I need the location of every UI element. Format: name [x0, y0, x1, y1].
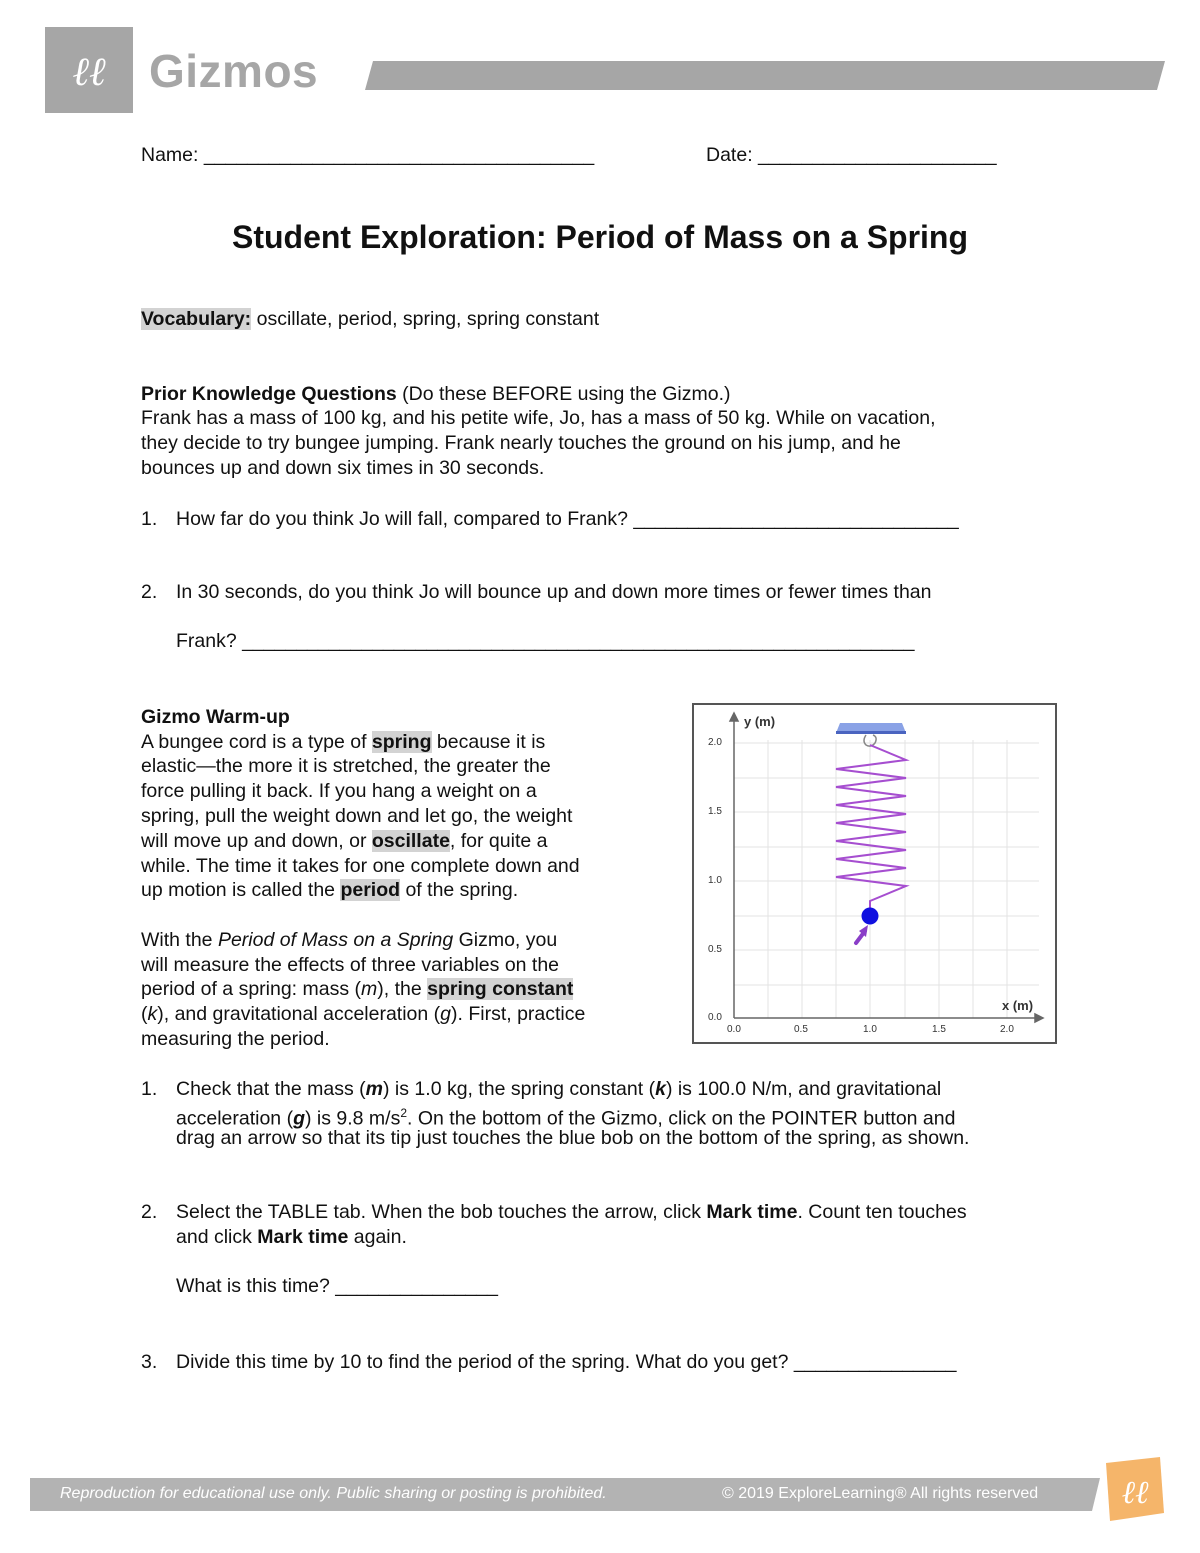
- warmup-line: will measure the effects of three variables on the: [141, 954, 560, 976]
- x-tick-label: 1.0: [863, 1024, 877, 1035]
- term-oscillate: oscillate: [371, 830, 450, 852]
- prior-knowledge-title: Prior Knowledge Questions: [141, 383, 397, 405]
- x-tick-label: 1.5: [932, 1024, 946, 1035]
- vocabulary-terms: oscillate, period, spring, spring constant: [251, 308, 600, 330]
- warmup-line: while. The time it takes for one complete down and: [141, 855, 580, 877]
- warmup-line: A bungee cord is a type of spring because it is: [141, 731, 546, 753]
- step-2-answer[interactable]: What is this time? _______________: [176, 1275, 498, 1297]
- question-1[interactable]: How far do you think Jo will fall, compared to Frank? ______________________________: [176, 508, 959, 530]
- prior-knowledge-line: they decide to try bungee jumping. Frank nearly touches the ground on his jump, and he: [141, 432, 901, 454]
- svg-text:ℓℓ: ℓℓ: [1121, 1473, 1149, 1511]
- mark-time-label: Mark time: [257, 1226, 349, 1248]
- warmup-heading: Gizmo Warm-up: [141, 706, 290, 728]
- prior-knowledge-line: bounces up and down six times in 30 seconds.: [141, 457, 545, 479]
- warmup-line: (k), and gravitational acceleration (g). First, practice: [141, 1003, 586, 1025]
- name-field[interactable]: Name: ____________________________________: [141, 144, 595, 166]
- term-period: period: [340, 879, 401, 901]
- mark-time-label: Mark time: [706, 1201, 798, 1223]
- warmup-line: up motion is called the period of the spring.: [141, 879, 519, 901]
- pointer-arrow-icon[interactable]: [856, 925, 868, 943]
- question-2: In 30 seconds, do you think Jo will bounce up and down more times or fewer times than: [176, 581, 932, 603]
- y-tick-label: 2.0: [708, 737, 722, 748]
- explorelearning-logo: [45, 27, 133, 113]
- y-tick-label: 1.5: [708, 806, 722, 817]
- step-number: 1.: [141, 1078, 158, 1100]
- page-title: Student Exploration: Period of Mass on a Spring: [231, 219, 969, 255]
- step-number: 2.: [141, 1201, 158, 1223]
- y-axis-label: y (m): [744, 714, 776, 729]
- step-2-line: Select the TABLE tab. When the bob touches the arrow, click Mark time. Count ten touches: [176, 1201, 967, 1223]
- warmup-line: force pulling it back. If you hang a weight on a: [141, 780, 537, 802]
- warmup-line: elastic—the more it is stretched, the greater the: [141, 755, 551, 777]
- header-bar: [365, 61, 1165, 90]
- svg-text:ℓℓ: ℓℓ: [72, 49, 106, 95]
- warmup-line: measuring the period.: [141, 1028, 330, 1050]
- warmup-line: spring, pull the weight down and let go, the weight: [141, 805, 573, 827]
- vocabulary-line: [141, 307, 599, 332]
- spring-simulation-figure: [692, 703, 1057, 1044]
- footer-copyright: © 2019 ExploreLearning® All rights reserved: [722, 1485, 1039, 1502]
- gizmos-brand: Gizmos: [149, 45, 319, 97]
- spring-graph: [694, 705, 1055, 1042]
- prior-knowledge-line: Frank has a mass of 100 kg, and his petite wife, Jo, has a mass of 50 kg. While on vacation,: [141, 407, 936, 429]
- question-number: 2.: [141, 581, 158, 603]
- step-1-line: Check that the mass (m) is 1.0 kg, the spring constant (k) is 100.0 N/m, and gravitational: [176, 1078, 942, 1100]
- y-tick-label: 0.5: [708, 944, 722, 955]
- spring-bob[interactable]: [862, 908, 879, 925]
- step-1-line: drag an arrow so that its tip just touches the blue bob on the bottom of the spring, as shown.: [176, 1127, 970, 1149]
- question-number: 1.: [141, 508, 158, 530]
- date-field[interactable]: Date: ______________________: [706, 144, 997, 166]
- warmup-line: With the Period of Mass on a Spring Gizmo, you: [141, 929, 558, 951]
- question-2-answer[interactable]: Frank? ______________________________________________________________: [176, 630, 915, 652]
- step-2-line: and click Mark time again.: [176, 1226, 407, 1248]
- prior-knowledge-heading: [141, 382, 731, 407]
- prior-knowledge-note: (Do these BEFORE using the Gizmo.): [396, 383, 731, 405]
- x-tick-label: 0.5: [794, 1024, 808, 1035]
- explorelearning-footer-logo-icon: [1098, 1455, 1168, 1525]
- footer-notice: Reproduction for educational use only. Public sharing or posting is prohibited.: [60, 1485, 607, 1502]
- spring-coil: [836, 745, 906, 912]
- x-tick-label: 2.0: [1000, 1024, 1014, 1035]
- y-tick-label: 0.0: [708, 1012, 722, 1023]
- y-tick-label: 1.0: [708, 875, 722, 886]
- x-axis-label: x (m): [1002, 998, 1034, 1013]
- vocabulary-label: Vocabulary:: [141, 308, 252, 330]
- el-logo-icon: [45, 27, 133, 113]
- step-number: 3.: [141, 1351, 158, 1373]
- gizmo-name: Period of Mass on a Spring: [217, 929, 454, 951]
- x-tick-label: 0.0: [727, 1024, 741, 1035]
- warmup-line: will move up and down, or oscillate, for quite a: [141, 830, 548, 852]
- term-spring: spring: [371, 731, 432, 753]
- step-3-answer[interactable]: Divide this time by 10 to find the period of the spring. What do you get? _______________: [176, 1351, 957, 1373]
- term-spring-constant: spring constant: [427, 978, 574, 1000]
- step-1-line: acceleration (g) is 9.8 $m/s^2$. On the bottom of the Gizmo, click on the POINTER button and: [176, 1106, 956, 1130]
- warmup-line: period of a spring: mass (m), the spring constant: [141, 978, 574, 1000]
